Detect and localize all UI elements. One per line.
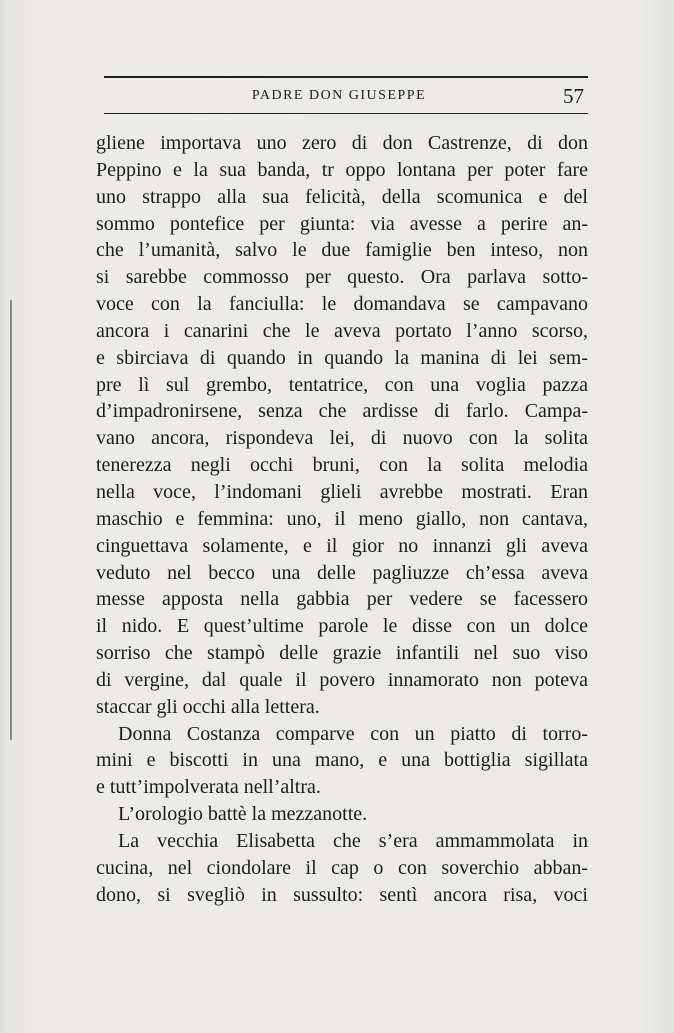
- text-line: tenerezza negli occhi bruni, con la solita melodia: [96, 454, 588, 477]
- text-line: sommo pontefice per giunta: via avesse a perire an-: [96, 212, 588, 235]
- text-line: ancora i canarini che le aveva portato l’anno scorso,: [96, 319, 588, 342]
- text-line: e tutt’impolverata nell’altra.: [96, 776, 321, 799]
- text-line: uno strappo alla sua felicità, della scomunica e del: [96, 185, 588, 208]
- text-line: sorriso che stampò delle grazie infantili nel suo viso: [96, 642, 588, 665]
- text-line: che l’umanità, salvo le due famiglie ben inteso, non: [96, 239, 588, 262]
- text-line: maschio e femmina: uno, il meno giallo, non cantava,: [96, 507, 588, 530]
- header-rule-top: [104, 76, 588, 78]
- text-line: e sbirciava di quando in quando la manina di lei sem-: [96, 346, 588, 369]
- text-line: nella voce, l’indomani glieli avrebbe mostrati. Eran: [96, 480, 588, 503]
- text-line: messe apposta nella gabbia per vedere se facessero: [96, 588, 588, 611]
- page-number: 57: [563, 84, 584, 108]
- running-head: [104, 84, 588, 110]
- text-line: cucina, nel ciondolare il cap o con soverchio abban-: [96, 856, 588, 879]
- text-line: voce con la fanciulla: le domandava se campavano: [96, 293, 588, 316]
- text-line: L’orologio battè la mezzanotte.: [118, 803, 368, 826]
- text-line: gliene importava uno zero di don Castrenze, di don: [96, 132, 588, 154]
- binding-edge: [0, 300, 12, 740]
- text-line: di vergine, dal quale il povero innamorato non poteva: [96, 668, 588, 691]
- header-rule-bottom: [104, 113, 588, 114]
- text-line: dono, si svegliò in sussulto: sentì ancora risa, voci: [96, 883, 588, 906]
- text-line: d’impadronirsene, senza che ardisse di farlo. Campa-: [96, 400, 588, 423]
- text-line: mini e biscotti in una mano, e una bottiglia sigillata: [96, 749, 588, 772]
- text-line: Donna Costanza comparve con un piatto di torro-: [118, 722, 588, 745]
- text-line: si sarebbe commosso per questo. Ora parlava sotto-: [96, 266, 588, 289]
- text-line: pre lì sul grembo, tentatrice, con una voglia pazza: [96, 373, 588, 396]
- text-line: staccar gli occhi alla lettera.: [96, 695, 320, 718]
- text-line: Peppino e la sua banda, tr oppo lontana per poter fare: [96, 158, 588, 181]
- text-line: il nido. E quest’ultime parole le disse con un dolce: [96, 615, 588, 638]
- text-line: vano ancora, rispondeva lei, di nuovo con la solita: [96, 427, 588, 450]
- text-line: La vecchia Elisabetta che s’era ammammolata in: [118, 829, 588, 852]
- text-line: cinguettava solamente, e il gior no innanzi gli aveva: [96, 534, 588, 557]
- running-title: PADRE DON GIUSEPPE: [251, 88, 427, 103]
- text-line: veduto nel becco una delle pagliuzze ch’essa aveva: [96, 561, 588, 584]
- body-text: [96, 130, 588, 908]
